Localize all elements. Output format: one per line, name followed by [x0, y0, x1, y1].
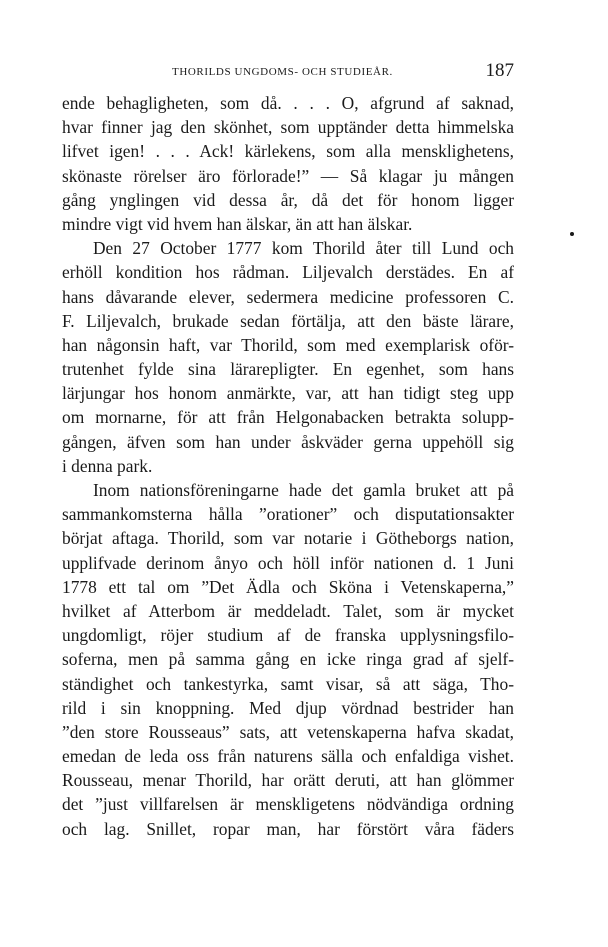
- paragraph-start: Inom nationsföreningarne hade det gamla bruket att på: [93, 480, 514, 500]
- running-head: [62, 60, 514, 84]
- text-line: erhöll kondition hos rådman. Liljevalch derstädes. En af: [62, 262, 514, 283]
- text-line: hvilket af Atterbom är meddeladt. Talet, som är mycket: [62, 600, 514, 621]
- text-line: upplifvade derinom ånyo och höll inför nationen d. 1 Juni: [62, 552, 514, 573]
- text-line: emedan de leda oss från naturens sälla och enfaldiga vishet.: [62, 746, 514, 767]
- text-line: i denna park.: [62, 455, 153, 476]
- text-line: lärjungar hos honom anmärkte, var, att han tidigt steg upp: [62, 383, 514, 404]
- text-line: 1778 ett tal om ”Det Ädla och Sköna i Vetenskaperna,”: [62, 576, 514, 597]
- body-text: [62, 91, 514, 841]
- text-line: sammankomsterna hålla ”orationer” och disputationsakter: [62, 504, 514, 525]
- text-line: ungdomligt, röjer studium af de franska upplysningsfilo-: [62, 625, 514, 646]
- text-line: det ”just villfarelsen är menskligetens nödvändiga ordning: [62, 794, 514, 815]
- text-line: gång ynglingen vid dessa år, då det för honom ligger: [62, 189, 514, 210]
- text-line: ende behagligheten, som då. . . . O, afgrund af saknad,: [62, 93, 514, 113]
- text-line: gången, äfven som han under åskväder gerna uppehöll sig: [62, 431, 514, 452]
- text-line: han någonsin haft, var Thorild, som med exemplarisk oför-: [62, 334, 514, 355]
- text-line: hvar finner jag den skönhet, som upptänder detta himmelska: [62, 117, 514, 138]
- text-line: ”den store Rousseaus” sats, att vetenskaperna hafva skadat,: [62, 721, 514, 742]
- text-line: lifvet igen! . . . Ack! kärlekens, som alla mensklighetens,: [62, 141, 514, 162]
- text-line: ständighet och tankestyrka, samt visar, så att säga, Tho-: [62, 673, 514, 694]
- paragraph-start: Den 27 October 1777 kom Thorild åter till Lund och: [93, 238, 514, 259]
- text-line: skönaste rörelser äro förlorade!” — Så klagar ju mången: [62, 165, 514, 186]
- text-line: F. Liljevalch, brukade sedan förtälja, att den bäste lärare,: [62, 310, 514, 331]
- text-line: och lag. Snillet, ropar man, har förstört våra fäders: [62, 818, 514, 839]
- text-line: rild i sin knoppning. Med djup vördnad bestrider han: [62, 697, 514, 718]
- text-line: börjat aftaga. Thorild, som var notarie i Götheborgs nation,: [62, 528, 514, 549]
- margin-speck: [570, 232, 574, 236]
- text-line: trutenhet fylde sina lärarepligter. En egenhet, som hans: [62, 359, 514, 380]
- page-number: 187: [485, 60, 514, 81]
- text-line: soferna, men på samma gång en icke ringa grad af sjelf-: [62, 649, 514, 670]
- running-title: THORILDS UNGDOMS- OCH STUDIEÅR.: [172, 66, 393, 78]
- text-line: mindre vigt vid hvem han älskar, än att han älskar.: [62, 213, 413, 234]
- text-line: om mornarne, för att från Helgonabacken betrakta solupp-: [62, 407, 514, 428]
- text-line: Rousseau, menar Thorild, har orätt deruti, att han glömmer: [62, 770, 514, 791]
- text-line: hans dåvarande elever, sedermera medicine professoren C.: [62, 286, 514, 307]
